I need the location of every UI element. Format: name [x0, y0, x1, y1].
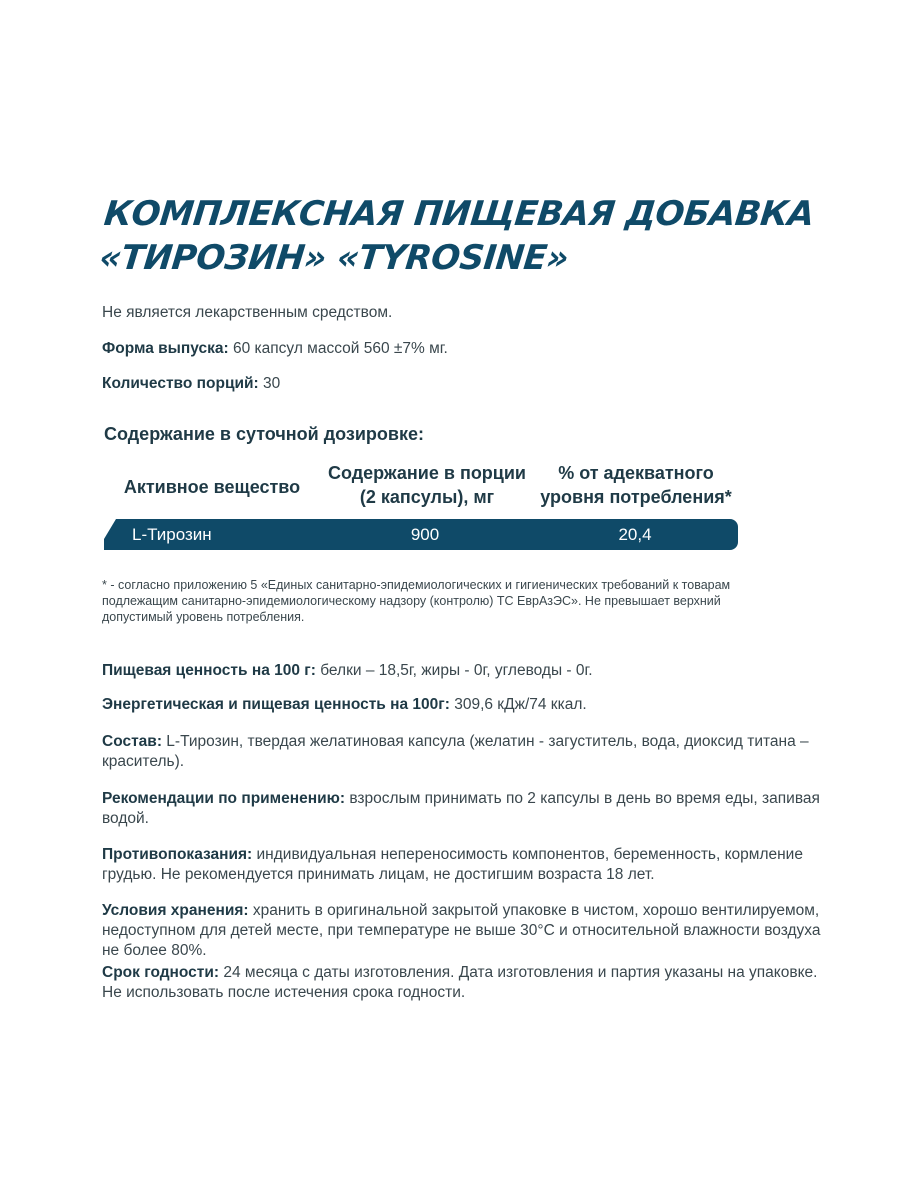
- nutrition-value: белки – 18,5г, жиры - 0г, углеводы - 0г.: [315, 662, 593, 679]
- footnote: * - согласно приложению 5 «Единых санитарно-эпидемиологических и гигиенических требований к товарам подлежащим санитарно-эпидемиологическому надзору (контролю) ТС ЕврАзЭС». Не превышает верхний допустимый уровень потребления.: [102, 578, 731, 624]
- header-percent-line-2: уровня потребления*: [540, 487, 732, 507]
- dosage-title: Содержание в суточной дозировке:: [104, 424, 424, 444]
- title-line-2: «ТИРОЗИН» «TYROSINE»: [97, 238, 571, 278]
- row-content: 900: [410, 525, 440, 544]
- header-content: [312, 461, 542, 509]
- nutrition-line: [102, 661, 822, 681]
- storage-line: [102, 901, 822, 961]
- servings-value: 30: [258, 375, 281, 392]
- composition-label: Состав:: [102, 733, 162, 750]
- product-title: [97, 192, 866, 280]
- contraindications-label: Противопоказания:: [102, 846, 253, 863]
- shelf-life-label: Срок годности:: [102, 964, 220, 981]
- servings-label: Количество порций:: [102, 375, 259, 392]
- usage-line: [102, 789, 822, 829]
- contraindications-value: индивидуальная непереносимость компонентов, беременность, кормление грудью. Не рекомендуется принимать лицам, не достигшим возраста 18 лет.: [102, 846, 803, 883]
- header-substance: Активное вещество: [123, 477, 301, 497]
- form-line: [102, 339, 822, 359]
- header-percent: [526, 461, 746, 509]
- energy-value: 309,6 кДж/74 ккал.: [449, 696, 587, 713]
- energy-line: [102, 695, 822, 715]
- disclaimer: Не является лекарственным средством.: [102, 304, 393, 321]
- usage-label: Рекомендации по применению:: [102, 790, 346, 807]
- composition-line: [102, 732, 822, 772]
- storage-label: Условия хранения:: [102, 902, 249, 919]
- storage-value: хранить в оригинальной закрытой упаковке в чистом, хорошо вентилируемом, недоступном для детей месте, при температуре не выше 30°С и относительной влажности воздуха не более 80%.: [102, 902, 821, 959]
- contraindications-line: [102, 845, 822, 885]
- nutrition-label: Пищевая ценность на 100 г:: [102, 662, 316, 679]
- header-content-line-2: (2 капсулы), мг: [359, 487, 495, 507]
- header-content-line-1: Содержание в порции: [327, 463, 527, 483]
- servings-line: [102, 374, 822, 394]
- usage-value: взрослым принимать по 2 капсулы в день во время еды, запивая водой.: [102, 790, 820, 827]
- shelf-life-value: 24 месяца с даты изготовления. Дата изготовления и партия указаны на упаковке. Не использовать после истечения срока годности.: [102, 964, 818, 1001]
- form-label: Форма выпуска:: [102, 340, 229, 357]
- form-value: 60 капсул массой 560 ±7% мг.: [228, 340, 448, 357]
- title-line-1: КОМПЛЕКСНАЯ ПИЩЕВАЯ ДОБАВКА: [102, 194, 816, 234]
- row-substance: L-Тирозин: [132, 525, 212, 544]
- shelf-life-line: [102, 963, 822, 1003]
- header-percent-line-1: % от адекватного: [558, 463, 714, 483]
- composition-value: L-Тирозин, твердая желатиновая капсула (желатин - загуститель, вода, диоксид титана – краситель).: [102, 733, 809, 770]
- row-percent: 20,4: [618, 525, 652, 544]
- energy-label: Энергетическая и пищевая ценность на 100г:: [102, 696, 450, 713]
